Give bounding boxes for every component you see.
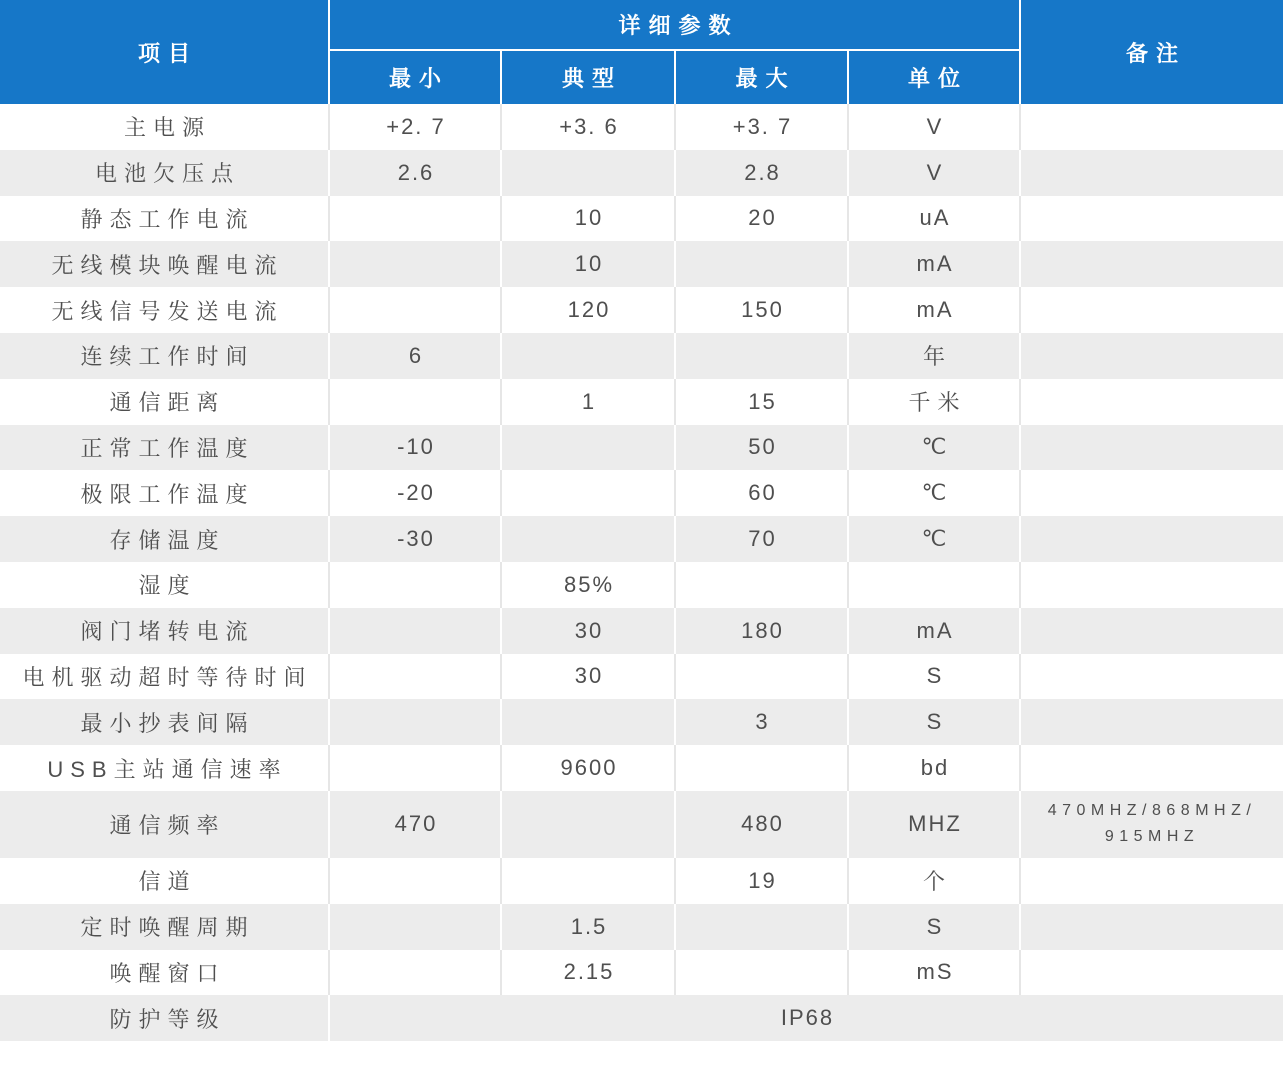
- cell-typical: 2.15: [502, 950, 676, 996]
- row-item-label: 定时唤醒周期: [0, 904, 330, 950]
- row-item-label: 防护等级: [0, 995, 330, 1041]
- cell-remark: [1021, 745, 1283, 791]
- cell-min: [330, 379, 502, 425]
- header-max: 最大: [676, 51, 849, 104]
- cell-unit: S: [849, 699, 1021, 745]
- row-item-label: 连续工作时间: [0, 333, 330, 379]
- cell-unit: mA: [849, 241, 1021, 287]
- cell-typical: [502, 470, 676, 516]
- table-row: [0, 745, 1283, 791]
- header-detail-params: 详细参数: [330, 0, 1021, 51]
- cell-min: [330, 241, 502, 287]
- cell-unit: ℃: [849, 516, 1021, 562]
- table-row: [0, 104, 1283, 150]
- table-body: [0, 104, 1283, 1041]
- row-item-label: 电池欠压点: [0, 150, 330, 196]
- cell-unit: mA: [849, 287, 1021, 333]
- cell-min: [330, 699, 502, 745]
- row-item-label: 无线模块唤醒电流: [0, 241, 330, 287]
- cell-remark: [1021, 516, 1283, 562]
- table-row: [0, 516, 1283, 562]
- cell-max: 50: [676, 425, 849, 471]
- cell-remark: [1021, 425, 1283, 471]
- cell-unit: bd: [849, 745, 1021, 791]
- cell-remark: [1021, 608, 1283, 654]
- cell-max: +3. 7: [676, 104, 849, 150]
- protection-rating-value: IP68: [330, 995, 1283, 1041]
- cell-remark: [1021, 333, 1283, 379]
- cell-max: 20: [676, 196, 849, 242]
- table-row: [0, 196, 1283, 242]
- table-row: [0, 425, 1283, 471]
- cell-typical: [502, 791, 676, 858]
- cell-unit: 年: [849, 333, 1021, 379]
- cell-max: 2.8: [676, 150, 849, 196]
- cell-remark: 470MHZ/868MHZ/915MHZ: [1021, 791, 1283, 858]
- header-min: 最小: [330, 51, 502, 104]
- cell-typical: 85%: [502, 562, 676, 608]
- table-row: [0, 608, 1283, 654]
- row-item-label: 主电源: [0, 104, 330, 150]
- table-row: [0, 699, 1283, 745]
- cell-typical: [502, 858, 676, 904]
- cell-unit: mS: [849, 950, 1021, 996]
- cell-min: 6: [330, 333, 502, 379]
- cell-min: -10: [330, 425, 502, 471]
- cell-max: 480: [676, 791, 849, 858]
- cell-typical: 30: [502, 608, 676, 654]
- cell-max: 70: [676, 516, 849, 562]
- table-row: [0, 287, 1283, 333]
- cell-remark: [1021, 950, 1283, 996]
- cell-typical: [502, 150, 676, 196]
- cell-unit: S: [849, 654, 1021, 700]
- cell-min: [330, 950, 502, 996]
- cell-max: 180: [676, 608, 849, 654]
- cell-typical: 1.5: [502, 904, 676, 950]
- cell-unit: 个: [849, 858, 1021, 904]
- cell-max: [676, 333, 849, 379]
- row-item-label: 静态工作电流: [0, 196, 330, 242]
- cell-min: [330, 608, 502, 654]
- cell-min: +2. 7: [330, 104, 502, 150]
- cell-max: [676, 745, 849, 791]
- cell-max: 3: [676, 699, 849, 745]
- cell-unit: mA: [849, 608, 1021, 654]
- row-item-label: USB主站通信速率: [0, 745, 330, 791]
- table-row: [0, 950, 1283, 996]
- table-row: [0, 654, 1283, 700]
- cell-min: [330, 196, 502, 242]
- cell-typical: [502, 699, 676, 745]
- cell-remark: [1021, 196, 1283, 242]
- row-item-label: 极限工作温度: [0, 470, 330, 516]
- cell-remark: [1021, 858, 1283, 904]
- cell-remark: [1021, 470, 1283, 516]
- cell-max: 19: [676, 858, 849, 904]
- cell-min: [330, 562, 502, 608]
- table-header: [0, 0, 1283, 104]
- row-item-label: 无线信号发送电流: [0, 287, 330, 333]
- table-row: [0, 241, 1283, 287]
- cell-max: 15: [676, 379, 849, 425]
- cell-min: [330, 287, 502, 333]
- cell-max: [676, 950, 849, 996]
- row-item-label: 正常工作温度: [0, 425, 330, 471]
- cell-remark: [1021, 699, 1283, 745]
- cell-unit: V: [849, 150, 1021, 196]
- cell-remark: [1021, 241, 1283, 287]
- row-item-label: 通信距离: [0, 379, 330, 425]
- table-row: [0, 150, 1283, 196]
- table-row: [0, 858, 1283, 904]
- row-item-label: 通信频率: [0, 791, 330, 858]
- cell-unit: ℃: [849, 470, 1021, 516]
- cell-min: [330, 745, 502, 791]
- cell-typical: +3. 6: [502, 104, 676, 150]
- cell-remark: [1021, 379, 1283, 425]
- table-row: [0, 904, 1283, 950]
- cell-min: 2.6: [330, 150, 502, 196]
- cell-typical: 30: [502, 654, 676, 700]
- cell-max: [676, 241, 849, 287]
- cell-typical: 1: [502, 379, 676, 425]
- cell-max: [676, 562, 849, 608]
- cell-unit: [849, 562, 1021, 608]
- cell-typical: 120: [502, 287, 676, 333]
- cell-min: 470: [330, 791, 502, 858]
- header-unit: 单位: [849, 51, 1021, 104]
- row-item-label: 最小抄表间隔: [0, 699, 330, 745]
- cell-remark: [1021, 654, 1283, 700]
- cell-min: -30: [330, 516, 502, 562]
- table-row: [0, 470, 1283, 516]
- cell-typical: 10: [502, 196, 676, 242]
- header-remark: 备注: [1125, 40, 1186, 66]
- table-row: [0, 791, 1283, 858]
- cell-max: 150: [676, 287, 849, 333]
- row-item-label: 电机驱动超时等待时间: [0, 654, 330, 700]
- cell-unit: V: [849, 104, 1021, 150]
- cell-unit: MHZ: [849, 791, 1021, 858]
- table-row: [0, 995, 1283, 1041]
- cell-unit: S: [849, 904, 1021, 950]
- cell-remark: [1021, 287, 1283, 333]
- row-item-label: 信道: [0, 858, 330, 904]
- cell-min: [330, 654, 502, 700]
- table-row: [0, 333, 1283, 379]
- cell-max: [676, 904, 849, 950]
- table-row: [0, 562, 1283, 608]
- cell-typical: 9600: [502, 745, 676, 791]
- cell-typical: [502, 333, 676, 379]
- cell-min: [330, 904, 502, 950]
- cell-remark: [1021, 150, 1283, 196]
- cell-remark: [1021, 562, 1283, 608]
- cell-typical: [502, 425, 676, 471]
- table-row: [0, 379, 1283, 425]
- cell-typical: [502, 516, 676, 562]
- cell-max: [676, 654, 849, 700]
- cell-remark: [1021, 104, 1283, 150]
- cell-unit: ℃: [849, 425, 1021, 471]
- cell-unit: uA: [849, 196, 1021, 242]
- row-item-label: 存储温度: [0, 516, 330, 562]
- cell-min: [330, 858, 502, 904]
- cell-remark: [1021, 904, 1283, 950]
- row-item-label: 阀门堵转电流: [0, 608, 330, 654]
- cell-typical: 10: [502, 241, 676, 287]
- cell-unit: 千米: [849, 379, 1021, 425]
- header-typical: 典型: [502, 51, 676, 104]
- cell-max: 60: [676, 470, 849, 516]
- cell-min: -20: [330, 470, 502, 516]
- header-item: 项目: [0, 0, 330, 104]
- row-item-label: 唤醒窗口: [0, 950, 330, 996]
- row-item-label: 湿度: [0, 562, 330, 608]
